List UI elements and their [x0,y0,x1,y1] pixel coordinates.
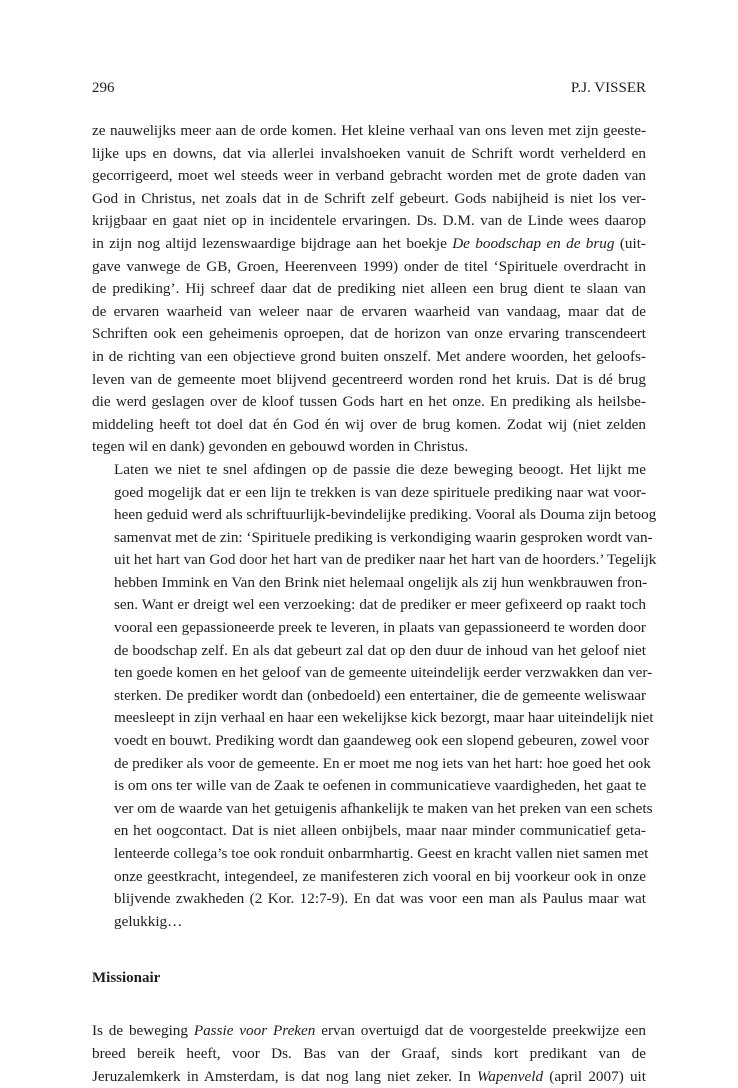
text-run: (april 2007) uit [543,1067,646,1085]
text-line: gave vanwege de GB, Groen, Heerenveen 1999) onder de titel ‘Spirituele overdracht in [92,257,646,275]
text-line: de prediking’. Hij schreef daar dat de prediking niet alleen een brug dient te slaan van [92,280,646,298]
text-run: Is de beweging [92,1022,194,1040]
text-line: de boodschap zelf. En als dat gebeurt zal dat op den duur de inhoud van het geloof niet [114,641,646,659]
text-line: is om ons ter wille van de Zaak te oefenen in communicatieve vaardigheden, het gaat te [114,777,647,795]
text-line: lenteerde collega’s toe ook ronduit onbarmhartig. Geest en kracht vallen niet samen met [114,845,649,862]
text-line [92,1066,646,1088]
body-text [92,120,657,1088]
text-line: ten goede komen en het geloof van de gemeente uiteindelijk eerder verzwakken dan ver- [114,664,653,682]
text-line: die werd geslagen over de kloof tussen Gods hart en het onze. En prediking als heilsbe- [92,393,646,411]
text-line: onze geestkracht, integendeel, ze manifesteren zich vooral en bij voorkeur ook in onze [114,867,646,885]
book-title: De boodschap en de brug [452,234,615,252]
text-line: goed mogelijk dat er een lijn te trekken is van deze spirituele prediking naar wat voor- [114,483,646,501]
paragraph-1 [92,120,646,459]
text-line: hebben Immink en Van den Brink niet helemaal ongelijk als zij hun wenkbrauwen fron- [114,573,648,591]
text-line: tegen wil en dank) gevonden en gebouwd worden in Christus. [92,438,469,456]
text-line: heen geduid werd als schriftuurlijk-bevindelijke prediking. Vooral als Douma zijn betoog [114,506,657,524]
magazine-title: Wapenveld [476,1067,544,1085]
text-run: ervan overtuigd dat de voorgestelde preekwijze een [315,1022,646,1040]
text-line: ver om de waarde van het getuigenis afhankelijk te maken van het preken van een schets [114,799,653,817]
text-line: God in Christus, net zoals dat in de Schrift zelf gebeurt. Gods nabijheid is niet los ver- [92,189,646,207]
text-line [92,1020,646,1043]
text-line: voedt en bouwt. Prediking wordt dan gaandeweg ook een slopend gebeuren, zowel voor [114,732,649,750]
page-number: 296 [92,80,115,96]
text-line: middeling heeft tot doel dat én God én wij over de brug komen. Zodat wij (niet zelden [92,415,646,433]
text-line: en het oogcontact. Dat is niet alleen onbijbels, maar naar minder communicatief geta- [114,822,646,840]
text-line: Schriften ook een geheimenis oproepen, dat de horizon van onze ervaring transcendeert [92,325,646,343]
section-heading: Missionair [92,970,161,987]
text-line: ze nauwelijks meer aan de orde komen. Het kleine verhaal van ons leven met zijn geeste- [92,122,646,139]
paragraph-3 [92,1020,646,1088]
text-run: (uit- [614,234,646,252]
text-line: blijvende zwakheden (2 Kor. 12:7-9). En dat was voor een man als Paulus maar wat [114,890,646,908]
text-line: uit het hart van God door het hart van de prediker naar het hart van de hoorders.’ Tegelijk [114,551,657,569]
text-line: de ervaren waarheid van weleer naar de ervaren waarheid van vandaag, maar dat de [92,302,646,320]
text-line: de prediker als voor de gemeente. En er moet me nog iets van het hart: hoe goed het ook [114,754,651,772]
text-line: lijke ups en downs, dat via allerlei invalshoeken vanuit de Schrift wordt verhelderd en [92,144,646,162]
text-line: sterken. De prediker wordt dan (onbedoeld) een entertainer, die de gemeente weliswaar [114,686,646,704]
text-run: in zijn nog altijd lezenswaardige bijdrage aan het boekje [92,234,453,252]
paragraph-2 [92,459,657,933]
text-line: in de richting van een objectieve grond buiten onszelf. Met andere woorden, het geloofs- [92,347,646,365]
text-line: sen. Want er dreigt wel een verzoeking: dat de prediker er meer gefixeerd op raakt toch [114,596,646,614]
text-line: gecorrigeerd, moet wel steeds weer in verband gebracht worden met de grote daden van [92,167,646,185]
text-line: krijgbaar en gaat niet op in incidentele ervaringen. Ds. D.M. van de Linde wees daarop [92,212,646,230]
text-line: vooral een gepassioneerde preek te leveren, in plaats van gepassioneerd te worden door [114,619,646,637]
text-line: breed bereik heeft, voor Ds. Bas van der Graaf, sinds kort predikant van de [92,1044,646,1062]
running-head [92,78,646,98]
movement-title: Passie voor Preken [193,1022,316,1040]
text-line [92,233,646,256]
text-line: leven van de gemeente moet blijvend gecentreerd worden rond het kruis. Dat is dé brug [92,370,646,388]
text-line: meesleept in zijn verhaal en haar een wekelijkse kick bezorgt, maar haar uiteindelijk niet [114,709,654,727]
text-line: Laten we niet te snel afdingen op de passie die deze beweging beoogt. Het lijkt me [114,460,646,478]
text-line: gelukkig… [114,912,183,930]
text-run: Jeruzalemkerk in Amsterdam, is dat nog lang niet zeker. In [92,1067,477,1085]
running-head-author: P.J. VISSER [570,80,646,96]
text-line: samenvat met de zin: ‘Spirituele prediking is verkondiging waarin gesproken wordt van- [114,528,653,546]
